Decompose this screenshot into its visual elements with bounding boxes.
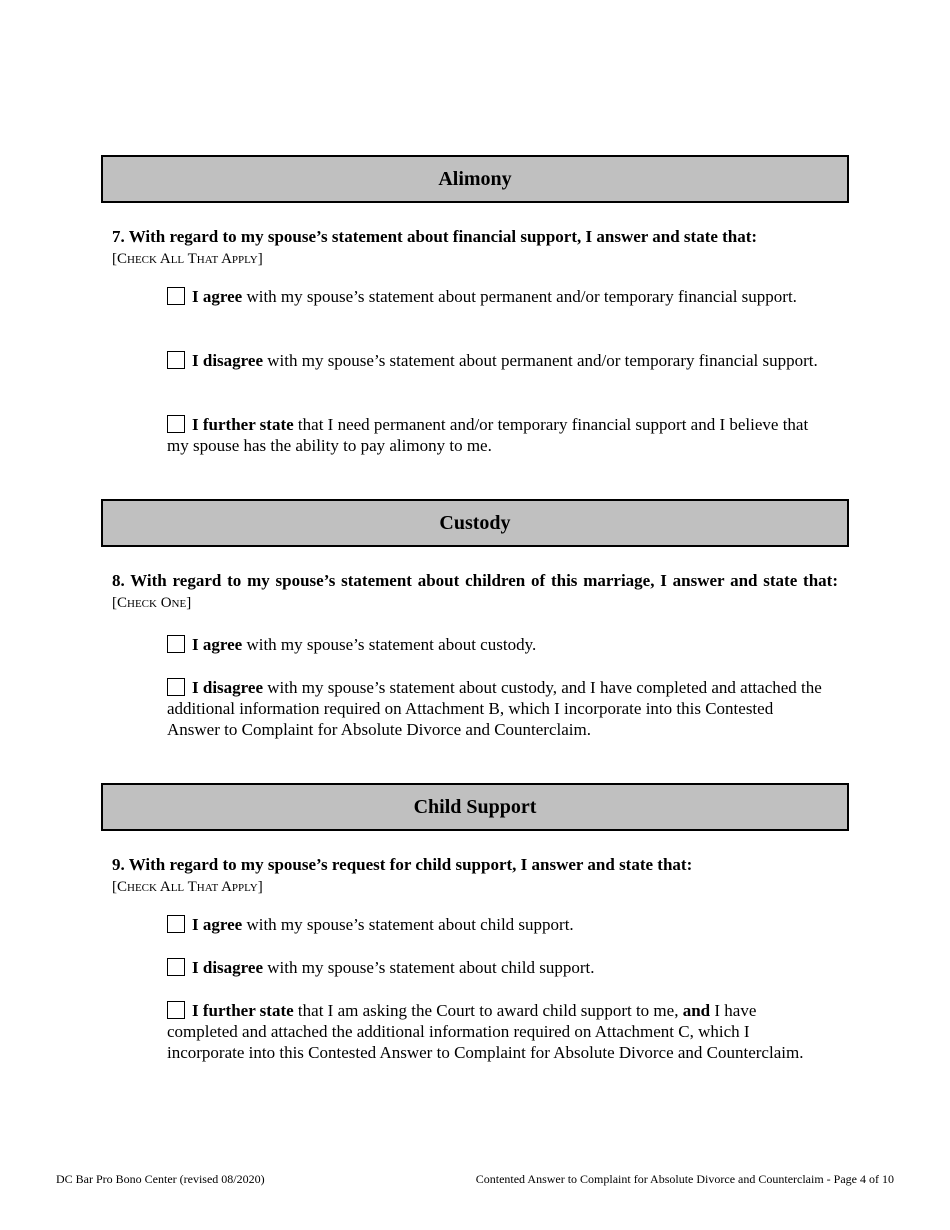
option-text: with my spouse’s statement about custody, and I have completed and attached the additional information required on Attachment B, which I incorporate into this Contested Answer to Complaint for Absolute Divorce and Counterclaim. bbox=[167, 678, 822, 739]
option-lead: I further state bbox=[192, 1001, 294, 1020]
further-state-checkbox[interactable] bbox=[167, 1001, 185, 1019]
disagree-checkbox[interactable] bbox=[167, 351, 185, 369]
option-lead: I agree bbox=[192, 915, 243, 934]
footer-right: Contented Answer to Complaint for Absolute Divorce and Counterclaim - Page 4 of 10 bbox=[475, 1172, 894, 1186]
option-text-continued: I have completed and attached the additional information required on Attachment C, which I incorporate into this Contested Answer to Complaint for Absolute Divorce and Counterclaim. bbox=[167, 1001, 804, 1062]
disagree-checkbox[interactable] bbox=[167, 678, 185, 696]
option-lead: I further state bbox=[192, 415, 294, 434]
option-lead: I disagree bbox=[192, 958, 263, 977]
option-lead: I agree bbox=[192, 287, 243, 306]
option-text: with my spouse’s statement about permanent and/or temporary financial support. bbox=[242, 287, 797, 306]
section-title: Custody bbox=[439, 511, 511, 534]
option-text: that I need permanent and/or temporary financial support and I believe that my spouse has the ability to pay alimony to me. bbox=[167, 415, 809, 455]
custody-option-agree bbox=[167, 634, 827, 655]
option-lead: I disagree bbox=[192, 678, 263, 697]
question-text: 9. With regard to my spouse’s request for child support, I answer and state that: bbox=[112, 855, 693, 874]
alimony-option-disagree bbox=[167, 350, 827, 371]
child-support-option-further-state bbox=[167, 1000, 827, 1063]
question-instruction: [Check All That Apply] bbox=[112, 251, 263, 267]
question-9 bbox=[112, 854, 838, 898]
child-support-option-disagree bbox=[167, 957, 827, 978]
option-text: that I am asking the Court to award child support to me, bbox=[293, 1001, 683, 1020]
section-title: Alimony bbox=[438, 167, 512, 190]
footer-left: DC Bar Pro Bono Center (revised 08/2020) bbox=[56, 1172, 265, 1186]
agree-checkbox[interactable] bbox=[167, 287, 185, 305]
agree-checkbox[interactable] bbox=[167, 915, 185, 933]
option-text: with my spouse’s statement about permanent and/or temporary financial support. bbox=[263, 351, 818, 370]
section-header-child-support bbox=[101, 783, 849, 831]
option-text: with my spouse’s statement about child support. bbox=[242, 915, 574, 934]
question-instruction: [Check One] bbox=[112, 595, 192, 611]
option-lead: I disagree bbox=[192, 351, 263, 370]
question-text: 8. With regard to my spouse’s statement about children of this marriage, I answer and state that: bbox=[112, 571, 838, 590]
further-state-checkbox[interactable] bbox=[167, 415, 185, 433]
custody-option-disagree bbox=[167, 677, 827, 740]
disagree-checkbox[interactable] bbox=[167, 958, 185, 976]
option-lead-emphasis: and bbox=[682, 1001, 711, 1020]
option-text: with my spouse’s statement about child support. bbox=[263, 958, 595, 977]
section-title: Child Support bbox=[413, 795, 537, 818]
section-header-alimony bbox=[101, 155, 849, 203]
option-lead: I agree bbox=[192, 635, 243, 654]
child-support-option-agree bbox=[167, 914, 827, 935]
question-8 bbox=[112, 570, 838, 614]
alimony-option-further-state bbox=[167, 414, 827, 456]
question-7 bbox=[112, 226, 838, 270]
section-header-custody bbox=[101, 499, 849, 547]
option-text: with my spouse’s statement about custody. bbox=[242, 635, 537, 654]
question-text: 7. With regard to my spouse’s statement about financial support, I answer and state that: bbox=[112, 227, 758, 246]
alimony-option-agree bbox=[167, 286, 827, 307]
agree-checkbox[interactable] bbox=[167, 635, 185, 653]
question-instruction: [Check All That Apply] bbox=[112, 879, 263, 895]
